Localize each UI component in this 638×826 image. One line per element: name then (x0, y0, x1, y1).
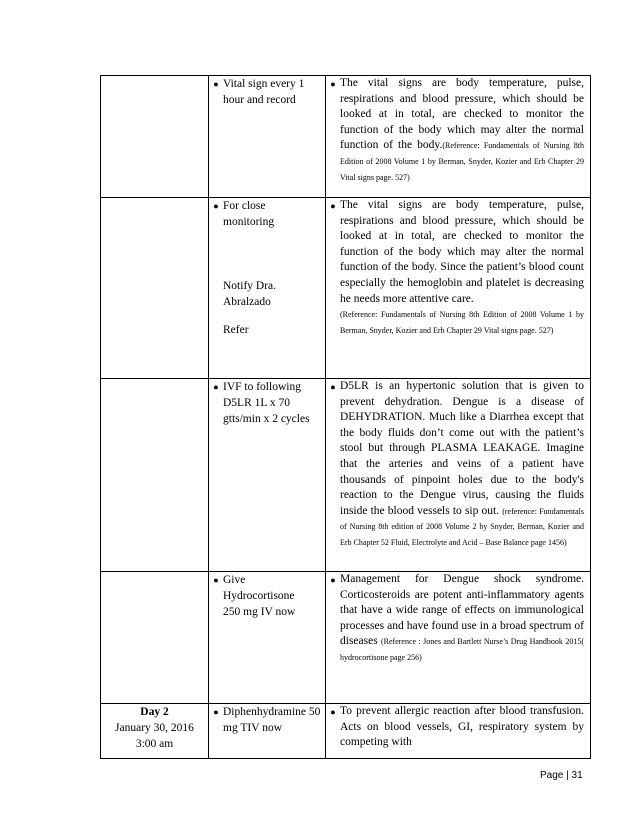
time-text: 3:00 am (135, 738, 174, 750)
intervention-text: IVF to following D5LR 1L x 70 gtts/min x 2 cycles (223, 381, 310, 425)
reference-text: (reference: Fundamentals of Nursing 8th edition of 2008 Volume 2 by Snyder, Berman, Kozier and Erb Chapter 52 Fluid, Electrolyte and Acid – Base Balance page 1456) (340, 506, 584, 547)
rationale-cell (326, 704, 591, 759)
intervention-text: Give Hydrocortisone 250 mg IV now (223, 574, 296, 618)
rationale-cell (326, 379, 591, 572)
refer-text: Refer (223, 324, 249, 336)
notify-text: Notify Dra. Abralzado (223, 280, 277, 308)
table-row (101, 704, 591, 759)
rationale-cell (326, 572, 591, 704)
page-number: Page | 31 (540, 770, 583, 781)
day-cell (101, 379, 209, 572)
intervention-cell (209, 704, 326, 759)
day-cell (101, 572, 209, 704)
reference-text: (Reference : Jones and Bartlett Nurse’s Drug Handbook 2015( hydrocortisone page 256) (340, 637, 584, 662)
rationale-cell (326, 76, 591, 198)
table-row (101, 76, 591, 198)
bullet-icon: ● (213, 707, 219, 717)
bullet-icon: ● (330, 201, 336, 211)
intervention-cell (209, 379, 326, 572)
day-label: Day 2 (140, 706, 169, 718)
bullet-icon: ● (330, 575, 336, 585)
date-text: January 30, 2016 (115, 722, 194, 734)
intervention-cell (209, 198, 326, 379)
day-cell (101, 704, 209, 759)
rationale-text: Management for Dengue shock syndrome. Corticosteroids are potent anti-inflammatory agents that have a wide range of effects on immunological processes and have found use in a broad spectrum of diseases (340, 573, 584, 648)
day-cell (101, 76, 209, 198)
bullet-icon: ● (330, 382, 336, 392)
intervention-text: Vital sign every 1 hour and record (223, 78, 305, 106)
intervention-cell (209, 76, 326, 198)
rationale-cell (326, 198, 591, 379)
bullet-icon: ● (330, 707, 336, 717)
bullet-icon: ● (213, 79, 219, 89)
care-plan-table (100, 75, 591, 759)
rationale-text: D5LR is an hypertonic solution that is given to prevent dehydration. Dengue is a disease of DEHYDRATION. Much like a Diarrhea except that the body fluids don’t come out with the patient’s stool but through PLASMA LEAKAGE. Imagine that the arteries and veins of a patient have thousands of pinpoint holes due to the body's reaction to the Dengue virus, causing the fluids inside the blood vessels to sip out. (340, 380, 584, 517)
table-row (101, 198, 591, 379)
rationale-text: The vital signs are body temperature, pulse, respirations and blood pressure, which should be looked at in total, are checked to monitor the function of the body which may alter the normal function of the body. (340, 77, 584, 152)
bullet-icon: ● (330, 79, 336, 89)
bullet-icon: ● (213, 575, 219, 585)
table-row (101, 572, 591, 704)
reference-text: (Reference: Fundamentals of Nursing 8th Edition of 2008 Volume 1 by Berman, Snyder, Kozier and Erb Chapter 29 Vital signs page. 527) (340, 310, 584, 335)
reference-text: (Reference: Fundamentals of Nursing 8th Edition of 2008 Volume 1 by Berman, Snyder, Kozier and Erb Chapter 29 Vital signs page. 527) (340, 141, 584, 182)
bullet-icon: ● (213, 201, 219, 211)
table-row (101, 379, 591, 572)
rationale-text: To prevent allergic reaction after blood transfusion. Acts on blood vessels, GI, respiratory system by competing with (340, 705, 584, 749)
intervention-cell (209, 572, 326, 704)
intervention-text: For close monitoring (223, 200, 275, 228)
bullet-icon: ● (213, 382, 219, 392)
rationale-text: The vital signs are body temperature, pulse, respirations and blood pressure, which should be looked at in total, are checked to monitor the function of the body which may alter the normal function of the body. Since the patient’s blood count especially the hemoglobin and platelet is decreasing he needs more attentive care. (340, 199, 584, 305)
intervention-text: Diphenhydramine 50 mg TIV now (223, 706, 321, 734)
day-cell (101, 198, 209, 379)
